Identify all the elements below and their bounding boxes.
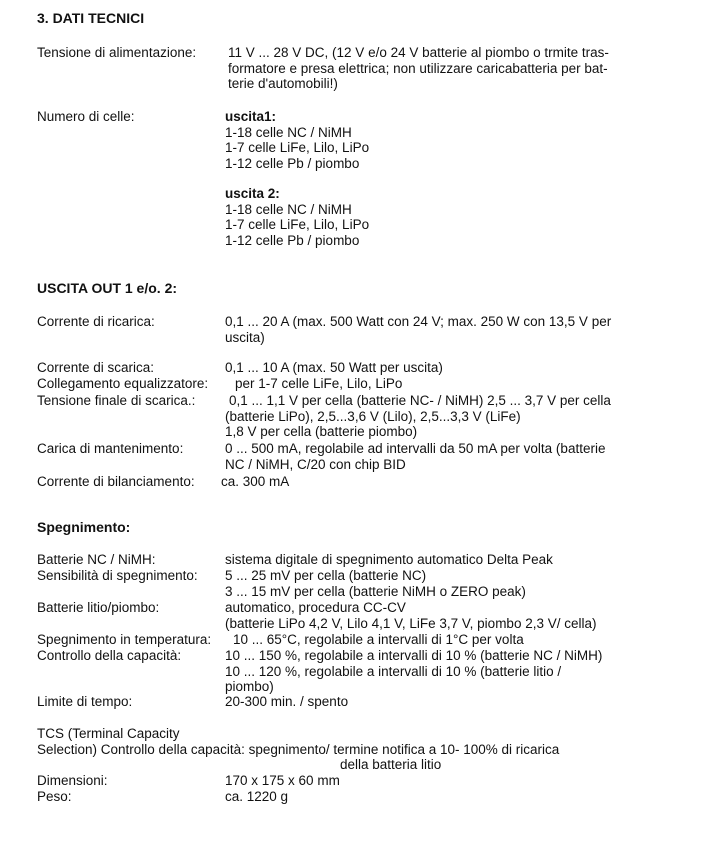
temperature-value: 10 ... 65°C, regolabile a intervalli di 1°C per volta — [233, 632, 524, 647]
dimensions-label: Dimensioni: — [37, 773, 108, 788]
cells-line: 1-18 celle NC / NiMH — [225, 201, 352, 217]
capacity-line: 10 ... 150 %, regolabile a intervalli di 10 % (batterie NC / NiMH) — [225, 648, 603, 663]
trickle-line: 0 ... 500 mA, regolabile ad intervalli da 50 mA per volta (batterie — [225, 441, 606, 456]
weight-label: Peso: — [37, 789, 72, 804]
weight-value: ca. 1220 g — [225, 789, 289, 804]
lithium-label: Batterie litio/piombo: — [37, 600, 160, 615]
balance-value: ca. 300 mA — [221, 474, 290, 489]
supply-line: formatore e presa elettrica; non utilizzare caricabatteria per bat- — [228, 60, 608, 76]
trickle-label: Carica di mantenimento: — [37, 441, 184, 456]
lithium-line: automatico, procedura CC-CV — [225, 600, 406, 615]
capacity-line: piombo) — [225, 679, 274, 694]
supply-label: Tensione di alimentazione: — [37, 45, 197, 60]
cells-line: 1-18 celle NC / NiMH — [225, 124, 352, 140]
trickle-value — [225, 441, 605, 472]
cells-output1 — [225, 109, 369, 171]
final-discharge-value — [225, 393, 611, 440]
sensitivity-label: Sensibilità di spegnimento: — [37, 568, 198, 583]
cells-output2-title: uscita 2: — [225, 186, 280, 201]
time-limit-label: Limite di tempo: — [37, 694, 133, 709]
capacity-label: Controllo della capacità: — [37, 648, 182, 663]
cells-line: 1-7 celle LiFe, Lilo, LiPo — [225, 217, 370, 232]
sensitivity-line: 3 ... 15 mV per cella (batterie NiMH o ZERO peak) — [225, 583, 526, 599]
temperature-label: Spegnimento in temperatura: — [37, 632, 212, 647]
balance-label: Corrente di bilanciamento: — [37, 474, 195, 489]
section-title: 3. DATI TECNICI — [37, 10, 145, 26]
cells-line: 1-12 celle Pb / piombo — [225, 155, 360, 171]
cells-output1-title: uscita1: — [225, 109, 277, 124]
final-discharge-line: 1,8 V per cella (batterie piombo) — [225, 424, 418, 439]
time-limit-value: 20-300 min. / spento — [225, 694, 349, 709]
shutdown-nc-value: sistema digitale di spegnimento automatico Delta Peak — [225, 552, 553, 567]
tcs-line-1: TCS (Terminal Capacity — [37, 726, 180, 741]
charge-current-line: 0,1 ... 20 A (max. 500 Watt con 24 V; max. 250 W con 13,5 V per — [225, 314, 612, 329]
charge-current-value — [225, 314, 611, 345]
supply-line: 11 V ... 28 V DC, (12 V e/o 24 V batterie al piombo o trmite tras- — [228, 45, 609, 60]
cells-output2 — [225, 186, 369, 248]
sensitivity-line: 5 ... 25 mV per cella (batterie NC) — [225, 568, 427, 583]
cells-line: 1-12 celle Pb / piombo — [225, 232, 360, 248]
shutdown-heading: Spegnimento: — [37, 519, 131, 535]
cells-label: Numero di celle: — [37, 109, 135, 124]
final-discharge-line: (batterie LiPo), 2,5...3,6 V (Lilo), 2,5...3,3 V (LiFe) — [225, 408, 521, 424]
capacity-value — [225, 648, 602, 695]
charge-current-line: uscita) — [225, 329, 265, 345]
sensitivity-value — [225, 568, 526, 599]
supply-line: terie d'automobili!) — [228, 76, 338, 91]
tcs-line-2: Selection) Controllo della capacità: spegnimento/ termine notifica a 10- 100% di ricarica — [37, 742, 560, 757]
discharge-current-label: Corrente di scarica: — [37, 360, 155, 375]
charge-current-label: Corrente di ricarica: — [37, 314, 155, 329]
output-heading: USCITA OUT 1 e/o. 2: — [37, 280, 178, 296]
final-discharge-line: 0,1 ... 1,1 V per cella (batterie NC- / NiMH) 2,5 ... 3,7 V per cella — [229, 393, 611, 408]
discharge-current-value: 0,1 ... 10 A (max. 50 Watt per uscita) — [225, 360, 443, 375]
equalizer-label: Collegamento equalizzatore: — [37, 376, 209, 391]
supply-value — [228, 45, 609, 92]
final-discharge-label: Tensione finale di scarica.: — [37, 393, 196, 408]
tcs-line-3: della batteria litio — [340, 757, 442, 772]
lithium-line: (batterie LiPo 4,2 V, Lilo 4,1 V, LiFe 3,7 V, piombo 2,3 V/ cella) — [225, 615, 597, 631]
lithium-value — [225, 600, 597, 631]
trickle-line: NC / NiMH, C/20 con chip BID — [225, 456, 406, 472]
shutdown-nc-label: Batterie NC / NiMH: — [37, 552, 156, 567]
capacity-line: 10 ... 120 %, regolabile a intervalli di 10 % (batterie litio / — [225, 663, 562, 679]
cells-line: 1-7 celle LiFe, Lilo, LiPo — [225, 140, 370, 155]
equalizer-value: per 1-7 celle LiFe, Lilo, LiPo — [235, 376, 403, 391]
dimensions-value: 170 x 175 x 60 mm — [225, 773, 340, 788]
